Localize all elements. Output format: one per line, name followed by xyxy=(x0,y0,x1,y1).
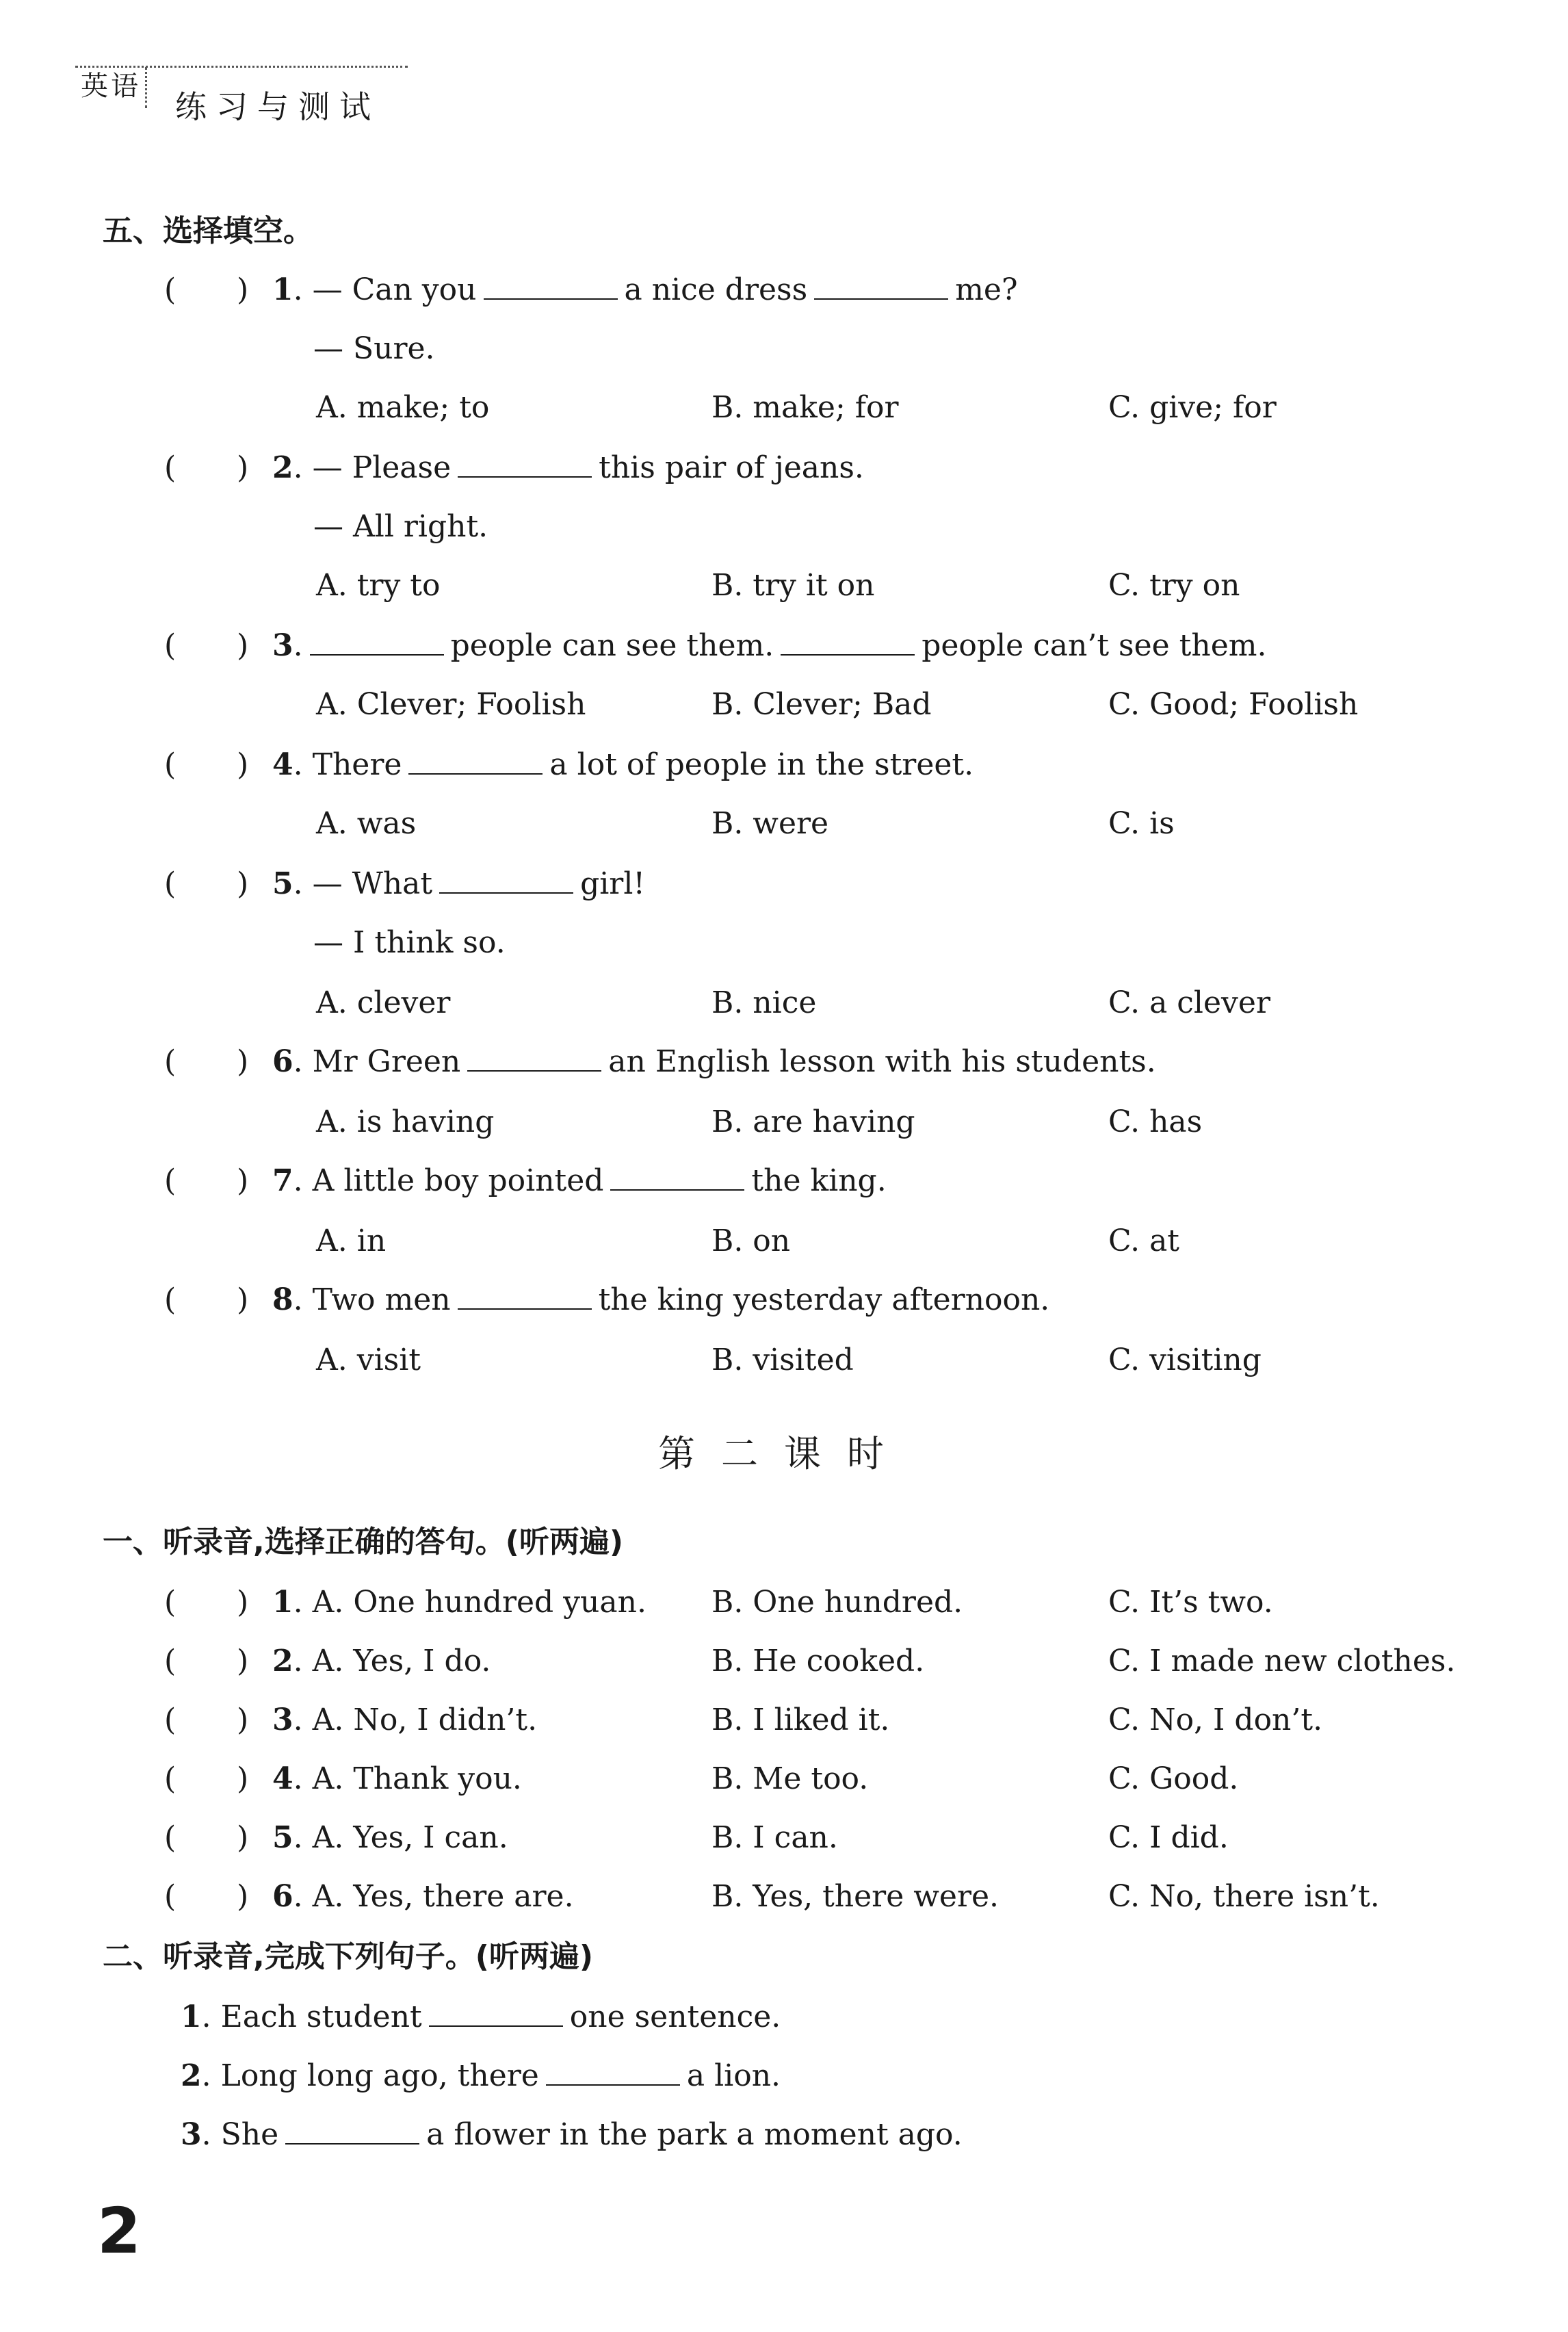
header-subject: 英语 xyxy=(81,70,141,102)
answer-bracket[interactable]: ( ) xyxy=(164,450,249,485)
blank[interactable] xyxy=(310,627,444,656)
option-b[interactable]: B. I liked it. xyxy=(711,1702,890,1737)
page-number: 2 xyxy=(97,2194,142,2268)
option-c[interactable]: C. try on xyxy=(1108,568,1240,603)
question-8-stem: 8. Two men the king yesterday afternoon. xyxy=(272,1282,1050,1317)
option-b[interactable]: B. He cooked. xyxy=(711,1644,925,1679)
option-a[interactable]: A. Clever; Foolish xyxy=(316,687,586,722)
section-5-title: 五、选择填空。 xyxy=(103,213,313,248)
option-b[interactable]: B. Clever; Bad xyxy=(711,687,932,722)
option-c[interactable]: C. I did. xyxy=(1108,1820,1229,1855)
option-a[interactable]: 2. A. Yes, I do. xyxy=(272,1644,491,1679)
question-7-stem: 7. A little boy pointed the king. xyxy=(272,1163,887,1198)
option-a[interactable]: A. clever xyxy=(316,985,451,1020)
option-c[interactable]: C. Good; Foolish xyxy=(1108,687,1359,722)
lesson-title: 第二课时 xyxy=(658,1432,910,1475)
answer-bracket[interactable]: ( ) xyxy=(164,1644,249,1679)
option-a[interactable]: A. make; to xyxy=(316,390,490,425)
header-book-title: 练习与测试 xyxy=(175,88,380,125)
option-c[interactable]: C. at xyxy=(1108,1223,1179,1258)
header-dotted-divider xyxy=(145,67,147,108)
option-a[interactable]: 1. A. One hundred yuan. xyxy=(272,1585,646,1620)
sentence-1: 1. Each student one sentence. xyxy=(181,1999,781,2034)
answer-bracket[interactable]: ( ) xyxy=(164,1585,249,1620)
question-1-stem: 1. — Can you a nice dress me? xyxy=(272,272,1018,307)
option-a[interactable]: A. in xyxy=(316,1223,387,1258)
question-5-reply: — I think so. xyxy=(313,925,506,960)
blank[interactable] xyxy=(439,865,573,894)
question-1-reply: — Sure. xyxy=(313,331,435,366)
option-b[interactable]: B. Me too. xyxy=(711,1761,869,1796)
option-a[interactable]: A. try to xyxy=(316,568,441,603)
blank[interactable] xyxy=(610,1162,744,1191)
option-c[interactable]: C. has xyxy=(1108,1104,1203,1139)
option-c[interactable]: C. It’s two. xyxy=(1108,1585,1273,1620)
sentence-2: 2. Long long ago, there a lion. xyxy=(181,2058,781,2093)
answer-bracket[interactable]: ( ) xyxy=(164,1879,249,1914)
blank[interactable] xyxy=(408,746,543,775)
option-b[interactable]: B. One hundred. xyxy=(711,1585,963,1620)
sentence-3: 3. She a flower in the park a moment ago. xyxy=(181,2117,963,2152)
option-c[interactable]: C. I made new clothes. xyxy=(1108,1644,1456,1679)
option-b[interactable]: B. make; for xyxy=(711,390,899,425)
option-b[interactable]: B. were xyxy=(711,806,829,841)
option-b[interactable]: B. are having xyxy=(711,1104,915,1139)
answer-bracket[interactable]: ( ) xyxy=(164,272,249,307)
answer-bracket[interactable]: ( ) xyxy=(164,866,249,901)
answer-bracket[interactable]: ( ) xyxy=(164,628,249,663)
blank[interactable] xyxy=(814,271,948,300)
option-b[interactable]: B. I can. xyxy=(711,1820,838,1855)
question-3-stem: 3. people can see them. people can’t see them. xyxy=(272,628,1267,663)
blank[interactable] xyxy=(467,1043,601,1072)
option-a[interactable]: 3. A. No, I didn’t. xyxy=(272,1702,538,1737)
listening-1-title: 一、听录音,选择正确的答句。(听两遍) xyxy=(103,1525,623,1559)
option-c[interactable]: C. Good. xyxy=(1108,1761,1239,1796)
answer-bracket[interactable]: ( ) xyxy=(164,1761,249,1796)
answer-bracket[interactable]: ( ) xyxy=(164,1044,249,1079)
option-c[interactable]: C. No, I don’t. xyxy=(1108,1702,1323,1737)
option-b[interactable]: B. nice xyxy=(711,985,817,1020)
question-4-stem: 4. There a lot of people in the street. xyxy=(272,747,974,782)
blank[interactable] xyxy=(458,449,592,478)
answer-bracket[interactable]: ( ) xyxy=(164,1282,249,1317)
blank[interactable] xyxy=(285,2116,419,2145)
blank[interactable] xyxy=(484,271,618,300)
option-b[interactable]: B. on xyxy=(711,1223,791,1258)
option-c[interactable]: C. is xyxy=(1108,806,1175,841)
question-5-stem: 5. — What girl! xyxy=(272,866,646,901)
blank[interactable] xyxy=(458,1281,592,1310)
option-c[interactable]: C. a clever xyxy=(1108,985,1270,1020)
question-6-stem: 6. Mr Green an English lesson with his students. xyxy=(272,1044,1156,1079)
blank[interactable] xyxy=(781,627,915,656)
answer-bracket[interactable]: ( ) xyxy=(164,1820,249,1855)
question-2-stem: 2. — Please this pair of jeans. xyxy=(272,450,864,485)
option-c[interactable]: C. visiting xyxy=(1108,1343,1262,1377)
option-a[interactable]: 6. A. Yes, there are. xyxy=(272,1879,574,1914)
blank[interactable] xyxy=(546,2057,680,2086)
option-b[interactable]: B. Yes, there were. xyxy=(711,1879,999,1914)
answer-bracket[interactable]: ( ) xyxy=(164,1163,249,1198)
option-b[interactable]: B. try it on xyxy=(711,568,875,603)
option-a[interactable]: 5. A. Yes, I can. xyxy=(272,1820,508,1855)
blank[interactable] xyxy=(429,1998,563,2027)
question-2-reply: — All right. xyxy=(313,509,488,544)
answer-bracket[interactable]: ( ) xyxy=(164,747,249,782)
option-c[interactable]: C. No, there isn’t. xyxy=(1108,1879,1380,1914)
listening-2-title: 二、听录音,完成下列句子。(听两遍) xyxy=(103,1939,593,1974)
option-a[interactable]: A. is having xyxy=(316,1104,495,1139)
option-a[interactable]: 4. A. Thank you. xyxy=(272,1761,522,1796)
answer-bracket[interactable]: ( ) xyxy=(164,1702,249,1737)
option-b[interactable]: B. visited xyxy=(711,1343,854,1377)
option-a[interactable]: A. visit xyxy=(316,1343,421,1377)
option-c[interactable]: C. give; for xyxy=(1108,390,1277,425)
option-a[interactable]: A. was xyxy=(316,806,417,841)
